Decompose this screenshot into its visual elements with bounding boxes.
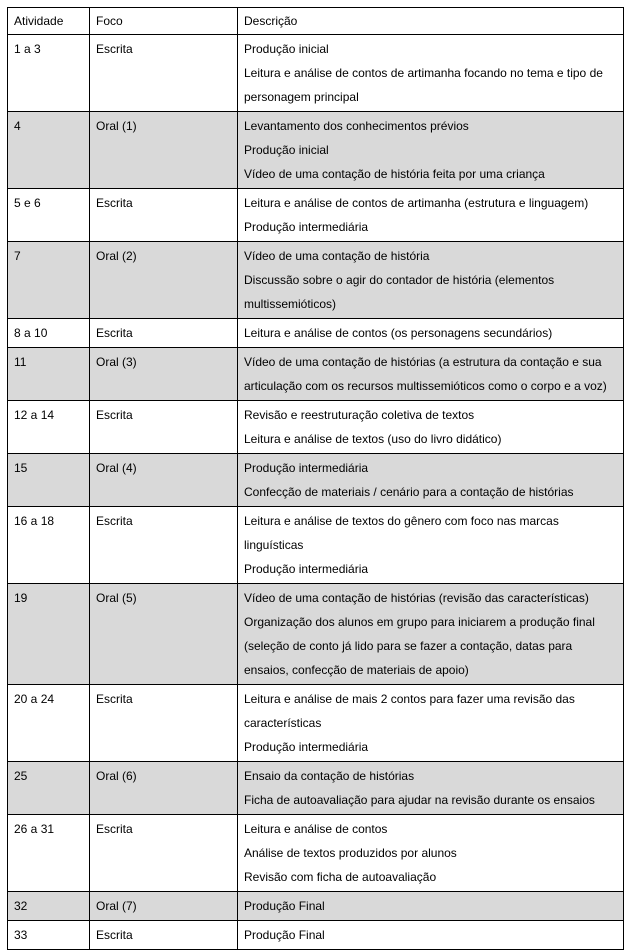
table-header-row (8, 8, 624, 35)
focus-cell: Escrita (90, 319, 238, 348)
description-cell (238, 507, 624, 584)
description-line: Leitura e análise de contos de artimanha (estrutura e linguagem) (244, 196, 589, 210)
table-row (8, 762, 624, 815)
focus-cell: Oral (3) (90, 348, 238, 401)
description-cell (238, 584, 624, 685)
table-body (8, 35, 624, 950)
focus-cell: Oral (7) (90, 892, 238, 921)
description-line: Revisão com ficha de autoavaliação (244, 870, 437, 884)
description-cell (238, 921, 624, 950)
activity-cell: 8 a 10 (8, 319, 90, 348)
activity-cell: 7 (8, 242, 90, 319)
activity-cell: 20 a 24 (8, 685, 90, 762)
activity-cell: 19 (8, 584, 90, 685)
description-line: Confecção de materiais / cenário para a contação de histórias (244, 485, 574, 499)
description-line: Produção intermediária (244, 461, 369, 475)
focus-cell: Oral (4) (90, 454, 238, 507)
table-row (8, 507, 624, 584)
description-line: Levantamento dos conhecimentos prévios (244, 119, 469, 133)
activity-cell: 32 (8, 892, 90, 921)
table-row (8, 35, 624, 112)
description-line: Leitura e análise de mais 2 contos para fazer uma revisão das características (244, 692, 575, 730)
focus-cell: Escrita (90, 189, 238, 242)
description-cell (238, 685, 624, 762)
focus-cell: Oral (1) (90, 112, 238, 189)
header-description: Descrição (238, 8, 624, 35)
description-line: Análise de textos produzidos por alunos (244, 846, 457, 860)
description-line: Produção Final (244, 928, 325, 942)
description-line: Leitura e análise de contos de artimanha focando no tema e tipo de personagem principal (244, 66, 603, 104)
description-line: Leitura e análise de contos (os personagens secundários) (244, 326, 553, 340)
table-row (8, 584, 624, 685)
focus-cell: Escrita (90, 35, 238, 112)
table-row (8, 242, 624, 319)
focus-cell: Oral (2) (90, 242, 238, 319)
description-line: Produção inicial (244, 143, 329, 157)
description-line: Vídeo de uma contação de história (244, 249, 430, 263)
description-cell (238, 242, 624, 319)
description-cell (238, 112, 624, 189)
table-row (8, 401, 624, 454)
description-line: Produção intermediária (244, 220, 369, 234)
focus-cell: Escrita (90, 401, 238, 454)
focus-cell: Escrita (90, 507, 238, 584)
description-line: Produção Final (244, 899, 325, 913)
description-cell (238, 348, 624, 401)
focus-cell: Escrita (90, 921, 238, 950)
description-line: Organização dos alunos em grupo para iniciarem a produção final (seleção de conto já lido para se fazer a contação, datas para ensaios, confecção de materiais de apoio) (244, 615, 595, 677)
activity-cell: 16 a 18 (8, 507, 90, 584)
activity-cell: 12 a 14 (8, 401, 90, 454)
description-cell (238, 454, 624, 507)
description-line: Vídeo de uma contação de história feita por uma criança (244, 167, 545, 181)
table-row (8, 348, 624, 401)
activity-cell: 11 (8, 348, 90, 401)
description-cell (238, 762, 624, 815)
focus-cell: Oral (6) (90, 762, 238, 815)
description-line: Vídeo de uma contação de histórias (revisão das características) (244, 591, 589, 605)
table-row (8, 892, 624, 921)
activity-cell: 5 e 6 (8, 189, 90, 242)
activity-cell: 1 a 3 (8, 35, 90, 112)
table-row (8, 454, 624, 507)
table-row (8, 815, 624, 892)
focus-cell: Escrita (90, 815, 238, 892)
description-line: Ficha de autoavaliação para ajudar na revisão durante os ensaios (244, 793, 595, 807)
activity-cell: 25 (8, 762, 90, 815)
description-line: Produção intermediária (244, 740, 369, 754)
description-cell (238, 815, 624, 892)
description-line: Leitura e análise de contos (244, 822, 388, 836)
table-row (8, 189, 624, 242)
description-line: Vídeo de uma contação de histórias (a estrutura da contação e sua articulação com os recursos multissemióticos como o corpo e a voz) (244, 355, 607, 393)
activity-cell: 15 (8, 454, 90, 507)
description-cell (238, 189, 624, 242)
focus-cell: Oral (5) (90, 584, 238, 685)
description-line: Produção intermediária (244, 562, 369, 576)
description-line: Ensaio da contação de histórias (244, 769, 415, 783)
header-activity: Atividade (8, 8, 90, 35)
table-row (8, 319, 624, 348)
description-line: Leitura e análise de textos do gênero com foco nas marcas linguísticas (244, 514, 559, 552)
table-row (8, 921, 624, 950)
description-cell (238, 892, 624, 921)
activity-cell: 26 a 31 (8, 815, 90, 892)
description-line: Leitura e análise de textos (uso do livro didático) (244, 432, 502, 446)
activities-table (7, 7, 624, 950)
table-row (8, 685, 624, 762)
description-line: Revisão e reestruturação coletiva de textos (244, 408, 475, 422)
table-row (8, 112, 624, 189)
description-line: Discussão sobre o agir do contador de história (elementos multissemióticos) (244, 273, 555, 311)
description-cell (238, 319, 624, 348)
activity-cell: 33 (8, 921, 90, 950)
description-cell (238, 401, 624, 454)
description-line: Produção inicial (244, 42, 329, 56)
description-cell (238, 35, 624, 112)
activity-cell: 4 (8, 112, 90, 189)
focus-cell: Escrita (90, 685, 238, 762)
header-focus: Foco (90, 8, 238, 35)
